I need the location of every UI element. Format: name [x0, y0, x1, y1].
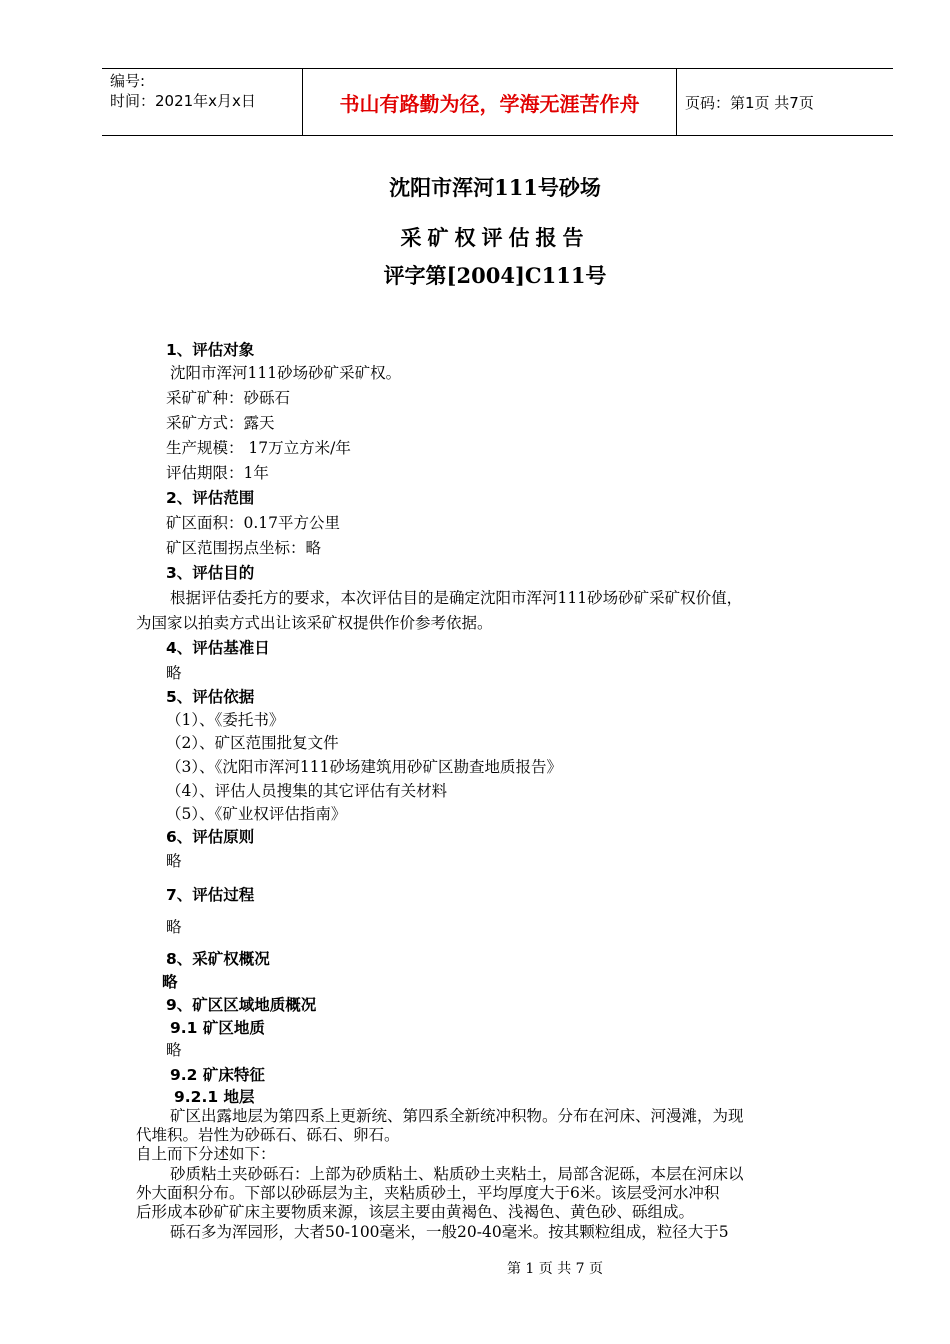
- body-line: 矿区范围拐点坐标：略: [166, 539, 322, 557]
- section-heading: 9、矿区区域地质概况: [166, 996, 317, 1014]
- section-heading: 6、评估原则: [166, 828, 255, 846]
- reference-item: （4）、评估人员搜集的其它评估有关材料: [166, 782, 448, 800]
- page-info: 页码：第1页 共7页: [685, 93, 814, 112]
- header-left-cell: [102, 69, 303, 135]
- motto: 书山有路勤为径，学海无涯苦作舟: [303, 69, 677, 135]
- reference-item: （3）、《沈阳市浑河111砂场建筑用砂矿区勘查地质报告》: [166, 758, 562, 776]
- section-heading: 8、采矿权概况: [166, 950, 270, 968]
- body-line: 略: [166, 852, 182, 870]
- section-heading: 4、评估基准日: [166, 639, 270, 657]
- body-line: 略: [166, 664, 182, 682]
- section-heading: 2、评估范围: [166, 489, 255, 507]
- subsection-heading: 9.1 矿区地质: [170, 1019, 265, 1037]
- body-line: 略: [166, 1041, 182, 1059]
- body-line: 根据评估委托方的要求，本次评估目的是确定沈阳市浑河111砂场砂矿采矿权价值，: [170, 589, 743, 607]
- body-line: 为国家以拍卖方式出让该采矿权提供作价参考依据。: [136, 614, 493, 632]
- subsection-heading: 9.2 矿床特征: [170, 1066, 265, 1084]
- body-line: 沈阳市浑河111砂场砂矿采矿权。: [170, 364, 402, 382]
- header-table: [102, 68, 893, 136]
- page-footer: 第 1 页 共 7 页: [506, 1261, 604, 1277]
- body-line: 代堆积。岩性为砂砾石、砾石、卵石。: [136, 1126, 400, 1144]
- body-line: 采矿方式：露天: [166, 414, 275, 432]
- reference-item: （5）、《矿业权评估指南》: [166, 805, 347, 823]
- body-line: 外大面积分布。下部以砂砾层为主，夹粘质砂土，平均厚度大于6米。该层受河水冲积: [136, 1184, 720, 1202]
- reference-item: （2）、矿区范围批复文件: [166, 734, 339, 752]
- body-line: 砂质粘土夹砂砾石：上部为砂质粘土、粘质砂土夹粘土，局部含泥砾，本层在河床以: [170, 1165, 744, 1183]
- section-heading: 5、评估依据: [166, 688, 255, 706]
- body-line: 略: [166, 918, 182, 936]
- section-heading: 3、评估目的: [166, 564, 255, 582]
- reference-item: （1）、《委托书》: [166, 711, 285, 729]
- body-line: 采矿矿种：砂砾石: [166, 389, 291, 407]
- body-line: 略: [162, 973, 178, 991]
- body-line: 评估期限：1年: [166, 464, 269, 482]
- doc-title-line2: 采矿权评估报告: [400, 225, 590, 250]
- body-line: 后形成本砂矿矿床主要物质来源，该层主要由黄褐色、浅褐色、黄色砂、砾组成。: [136, 1203, 695, 1221]
- section-heading: 7、评估过程: [166, 886, 255, 904]
- subsection-heading: 9.2.1 地层: [174, 1088, 255, 1106]
- number-label: 编号:: [110, 72, 146, 90]
- doc-title-line1: 沈阳市浑河111号砂场: [389, 175, 601, 200]
- body-line: 砾石多为浑园形，大者50-100毫米，一般20-40毫米。按其颗粒组成，粒径大于5: [170, 1223, 729, 1241]
- section-heading: 1、评估对象: [166, 341, 255, 359]
- body-line: 矿区面积：0.17平方公里: [166, 514, 341, 532]
- body-line: 自上而下分述如下：: [136, 1145, 276, 1163]
- body-line: 生产规模： 17万立方米/年: [166, 439, 351, 457]
- body-line: 矿区出露地层为第四系上更新统、第四系全新统冲积物。分布在河床、河漫滩，为现: [170, 1107, 744, 1125]
- time-label: 时间：2021年x月x日: [110, 92, 256, 110]
- doc-title-line3: 评字第[2004]C111号: [383, 263, 607, 288]
